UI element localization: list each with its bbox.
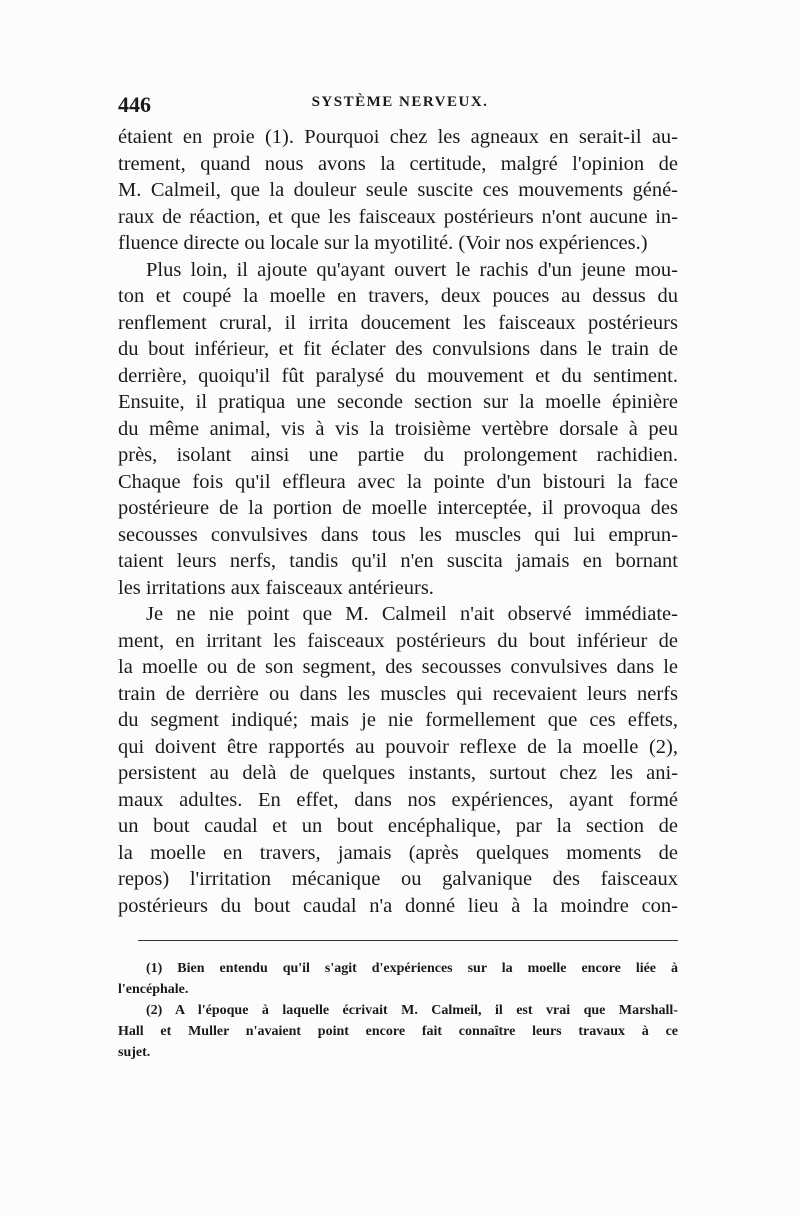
text-line: ment, en irritant les faisceaux postérieurs du bout inférieur de bbox=[118, 629, 678, 652]
footnote-line: sujet. bbox=[118, 1045, 151, 1060]
text-line: repos) l'irritation mécanique ou galvanique des faisceaux bbox=[118, 868, 678, 890]
text-line: Chaque fois qu'il effleura avec la pointe d'un bistouri la face bbox=[118, 470, 678, 493]
text-line: les irritations aux faisceaux antérieurs. bbox=[118, 576, 434, 599]
text-line: secousses convulsives dans tous les muscles qui lui emprun- bbox=[118, 523, 678, 546]
text-line: M. Calmeil, que la douleur seule suscite ces mouvements géné- bbox=[118, 179, 678, 201]
page-number: 446 bbox=[118, 92, 151, 117]
text-line: un bout caudal et un bout encéphalique, par la section de bbox=[118, 815, 678, 837]
text-line: maux adultes. En effet, dans nos expériences, ayant formé bbox=[118, 788, 678, 811]
text-line: taient leurs nerfs, tandis qu'il n'en suscita jamais en bornant bbox=[118, 550, 678, 572]
text-line: Plus loin, il ajoute qu'ayant ouvert le rachis d'un jeune mou- bbox=[146, 258, 678, 281]
text-line: près, isolant ainsi une partie du prolongement rachidien. bbox=[118, 444, 678, 466]
text-line: raux de réaction, et que les faisceaux postérieurs n'ont aucune in- bbox=[118, 205, 678, 228]
footnote-line: (2) A l'époque à laquelle écrivait M. Calmeil, il est vrai que Marshall- bbox=[146, 1003, 678, 1018]
text-line: du même animal, vis à vis la troisième vertèbre dorsale à peu bbox=[118, 417, 678, 440]
footnote-divider bbox=[138, 940, 678, 941]
text-line: postérieure de la portion de moelle interceptée, il provoqua des bbox=[118, 497, 678, 519]
text-line: étaient en proie (1). Pourquoi chez les agneaux en serait-il au- bbox=[118, 126, 678, 148]
footnote-line: Hall et Muller n'avaient point encore fait connaître leurs travaux à ce bbox=[118, 1024, 678, 1039]
text-line: derrière, quoiqu'il fût paralysé du mouvement et du sentiment. bbox=[118, 364, 678, 387]
text-line: ton et coupé la moelle en travers, deux pouces au dessus du bbox=[118, 285, 678, 307]
running-title: SYSTÈME NERVEUX. bbox=[311, 94, 489, 110]
text-line: trement, quand nous avons la certitude, malgré l'opinion de bbox=[118, 152, 678, 175]
text-line: renflement crural, il irrita doucement les faisceaux postérieurs bbox=[118, 311, 678, 334]
text-line: du bout inférieur, et fit éclater des convulsions dans le train de bbox=[118, 338, 678, 360]
text-line: Je ne nie point que M. Calmeil n'ait observé immédiate- bbox=[146, 603, 678, 625]
text-line: train de derrière ou dans les muscles qui recevaient leurs nerfs bbox=[118, 682, 678, 705]
text-line: fluence directe ou locale sur la myotilité. (Voir nos expériences.) bbox=[118, 232, 648, 254]
footnote-line: l'encéphale. bbox=[118, 982, 189, 997]
text-line: la moelle ou de son segment, des secousses convulsives dans le bbox=[118, 656, 678, 678]
footnotes bbox=[118, 958, 678, 1063]
text-line: Ensuite, il pratiqua une seconde section sur la moelle épinière bbox=[118, 391, 678, 413]
text-line: postérieurs du bout caudal n'a donné lieu à la moindre con- bbox=[118, 894, 678, 917]
body-text bbox=[118, 124, 678, 919]
text-line: qui doivent être rapportés au pouvoir reflexe de la moelle (2), bbox=[118, 735, 678, 758]
footnote-line: (1) Bien entendu qu'il s'agit d'expériences sur la moelle encore liée à bbox=[146, 961, 678, 976]
text-line: du segment indiqué; mais je nie formellement que ces effets, bbox=[118, 709, 678, 731]
text-line: persistent au delà de quelques instants, surtout chez les ani- bbox=[118, 762, 678, 784]
text-line: la moelle en travers, jamais (après quelques moments de bbox=[118, 841, 678, 864]
